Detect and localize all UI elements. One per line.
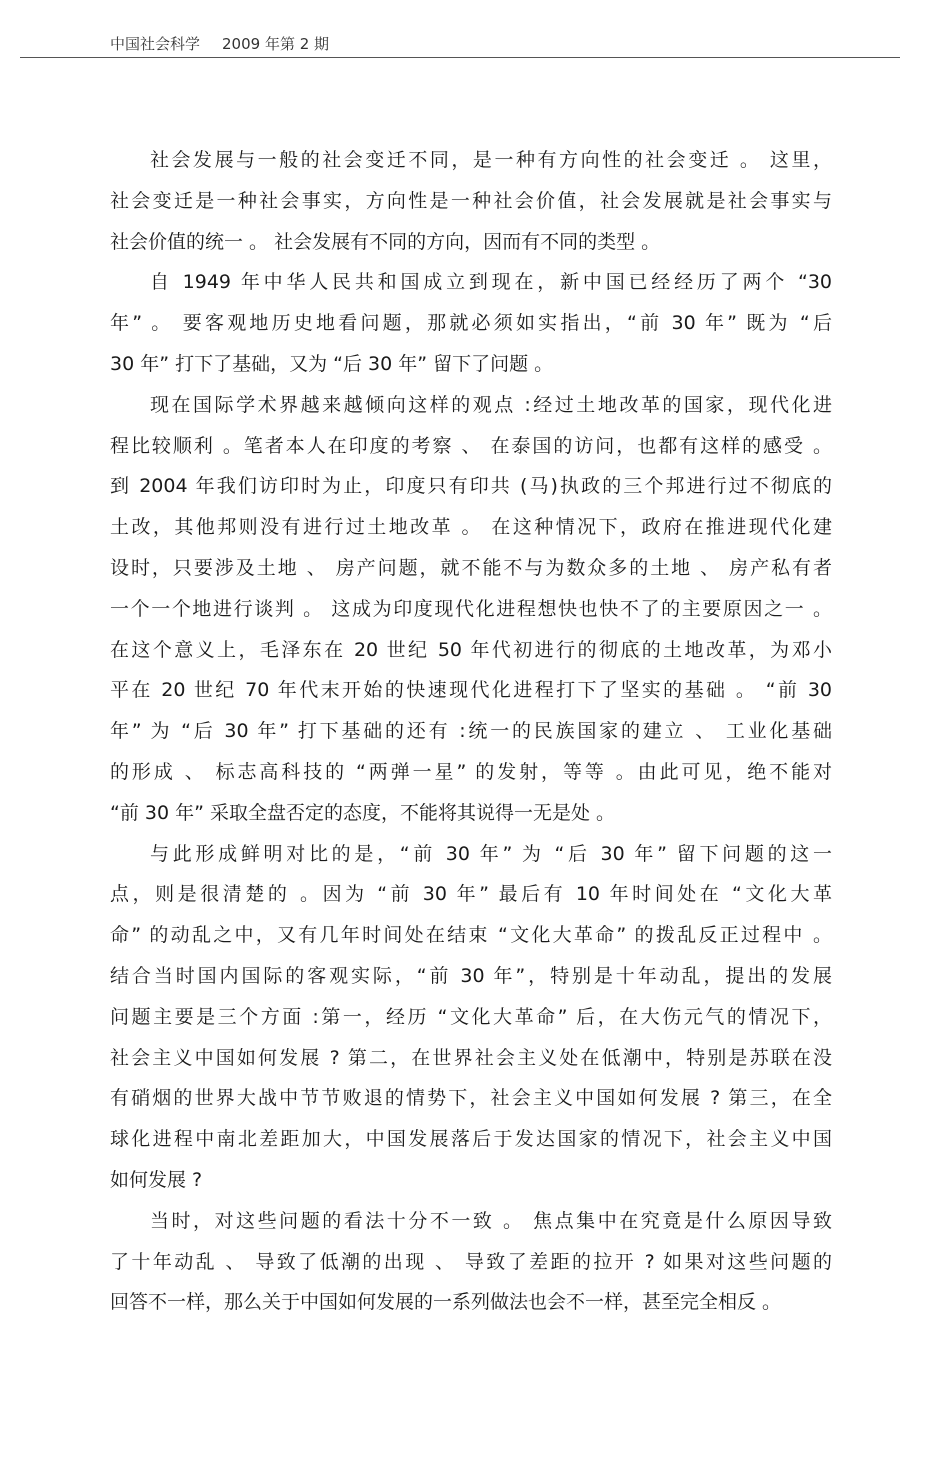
issue-number: 2009 年第 2 期	[222, 35, 330, 53]
text-line: 现在国际学术界越来越倾向这样的观点 :经过土地改革的国家，现代化进	[150, 393, 832, 416]
text-line: 有硝烟的世界大战中节节败退的情势下，社会主义中国如何发展 ? 第三，在全	[110, 1087, 832, 1110]
header-rule	[20, 57, 900, 58]
text-line: 设时，只要涉及土地 、 房产问题，就不能不与为数众多的土地 、 房产私有者	[110, 556, 832, 579]
text-line: 了十年动乱 、 导致了低潮的出现 、 导致了差距的拉开 ? 如果对这些问题的	[110, 1250, 832, 1273]
running-header	[110, 33, 351, 54]
article-body	[110, 140, 832, 1323]
text-line: 一个一个地进行谈判 。 这成为印度现代化进程想快也快不了的主要原因之一 。	[110, 597, 832, 620]
text-line: 结合当时国内国际的客观实际，“前 30 年”，特别是十年动乱，提出的发展	[110, 964, 832, 987]
text-line: 自 1949 年中华人民共和国成立到现在，新中国已经经历了两个 “30	[150, 271, 832, 294]
text-line: 与此形成鲜明对比的是，“前 30 年” 为 “后 30 年” 留下问题的这一	[150, 842, 832, 865]
text-line: 社会变迁是一种社会事实，方向性是一种社会价值，社会发展就是社会事实与	[110, 189, 832, 212]
text-line: 如何发展 ?	[110, 1168, 203, 1191]
text-line: 的形成 、 标志高科技的 “两弹一星” 的发射，等等 。由此可见，绝不能对	[110, 760, 832, 783]
paragraph	[110, 834, 832, 1201]
text-line: 土改，其他邦则没有进行过土地改革 。 在这种情况下，政府在推进现代化建	[110, 516, 832, 539]
text-line: 平在 20 世纪 70 年代末开始的快速现代化进程打下了坚实的基础 。 “前 30	[110, 679, 832, 702]
text-line: 回答不一样，那么关于中国如何发展的一系列做法也会不一样，甚至完全相反 。	[110, 1291, 782, 1314]
journal-name: 中国社会科学	[110, 35, 201, 53]
paragraph	[110, 1201, 832, 1323]
text-line: 问题主要是三个方面 :第一，经历 “文化大革命” 后，在大伤元气的情况下，	[110, 1005, 832, 1028]
paragraph	[110, 140, 832, 262]
text-line: 当时，对这些问题的看法十分不一致 。 焦点集中在究竟是什么原因导致	[150, 1209, 832, 1232]
text-line: 社会主义中国如何发展 ? 第二，在世界社会主义处在低潮中，特别是苏联在没	[110, 1046, 832, 1069]
text-line: 到 2004 年我们访印时为止，印度只有印共 (马)执政的三个邦进行过不彻底的	[110, 475, 832, 498]
text-line: 社会发展与一般的社会变迁不同，是一种有方向性的社会变迁 。 这里，	[150, 149, 832, 171]
text-line: 球化进程中南北差距加大，中国发展落后于发达国家的情况下，社会主义中国	[110, 1128, 832, 1151]
text-line: 社会价值的统一 。 社会发展有不同的方向，因而有不同的类型 。	[110, 230, 661, 253]
paragraph	[110, 262, 832, 384]
text-line: 年” 为 “后 30 年” 打下基础的还有 :统一的民族国家的建立 、 工业化基础	[110, 720, 832, 743]
text-line: “前 30 年” 采取全盘否定的态度，不能将其说得一无是处 。	[110, 801, 616, 824]
paragraph	[110, 385, 832, 834]
text-line: 在这个意义上，毛泽东在 20 世纪 50 年代初进行的彻底的土地改革，为邓小	[110, 638, 832, 661]
text-line: 30 年” 打下了基础，又为 “后 30 年” 留下了问题 。	[110, 352, 554, 375]
text-line: 程比较顺利 。笔者本人在印度的考察 、 在泰国的访问，也都有这样的感受 。	[110, 434, 832, 457]
text-line: 点，则是很清楚的 。因为 “前 30 年” 最后有 10 年时间处在 “文化大革	[110, 883, 832, 906]
text-line: 年” 。 要客观地历史地看问题，那就必须如实指出，“前 30 年” 既为 “后	[110, 312, 832, 335]
text-line: 命” 的动乱之中，又有几年时间处在结束 “文化大革命” 的拨乱反正过程中 。	[110, 924, 832, 947]
